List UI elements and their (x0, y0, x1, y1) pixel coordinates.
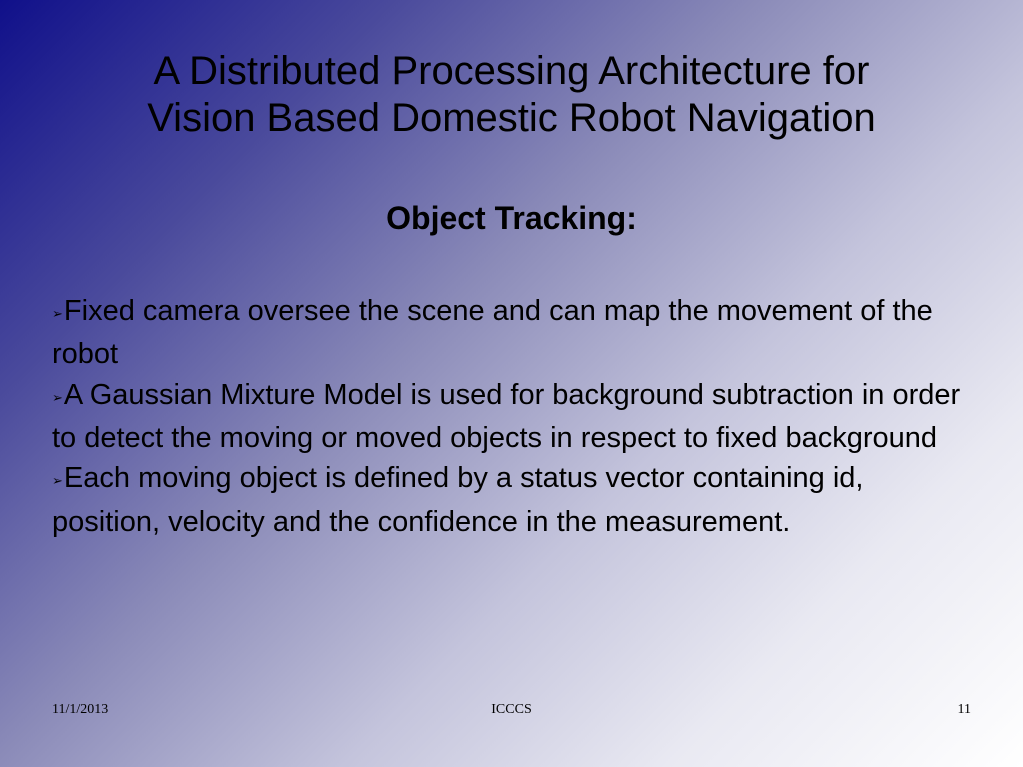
footer-date: 11/1/2013 (52, 702, 109, 717)
slide-subtitle: Object Tracking: (386, 200, 637, 236)
slide-title (0, 48, 1023, 142)
bullet-item (52, 375, 972, 459)
bullet-list (52, 291, 972, 542)
bullet-text: Fixed camera oversee the scene and can map the movement of the robot (52, 295, 933, 371)
slide-title-line-1: A Distributed Processing Architecture for (153, 49, 870, 93)
bullet-text: Each moving object is defined by a status vector containing id, position, velocity and the confidence in the measurement. (52, 462, 864, 538)
arrow-bullet-icon: ➢ (52, 389, 63, 405)
bullet-item (52, 458, 972, 542)
arrow-bullet-icon: ➢ (52, 473, 63, 489)
arrow-bullet-icon: ➢ (52, 306, 63, 322)
bullet-item (52, 291, 972, 375)
slide-title-line-2: Vision Based Domestic Robot Navigation (147, 96, 876, 140)
footer-conference: ICCCS (491, 702, 532, 717)
bullet-text: A Gaussian Mixture Model is used for background subtraction in order to detect the moving or moved objects in respect to fixed background (52, 378, 961, 455)
footer-page-number: 11 (957, 702, 971, 717)
